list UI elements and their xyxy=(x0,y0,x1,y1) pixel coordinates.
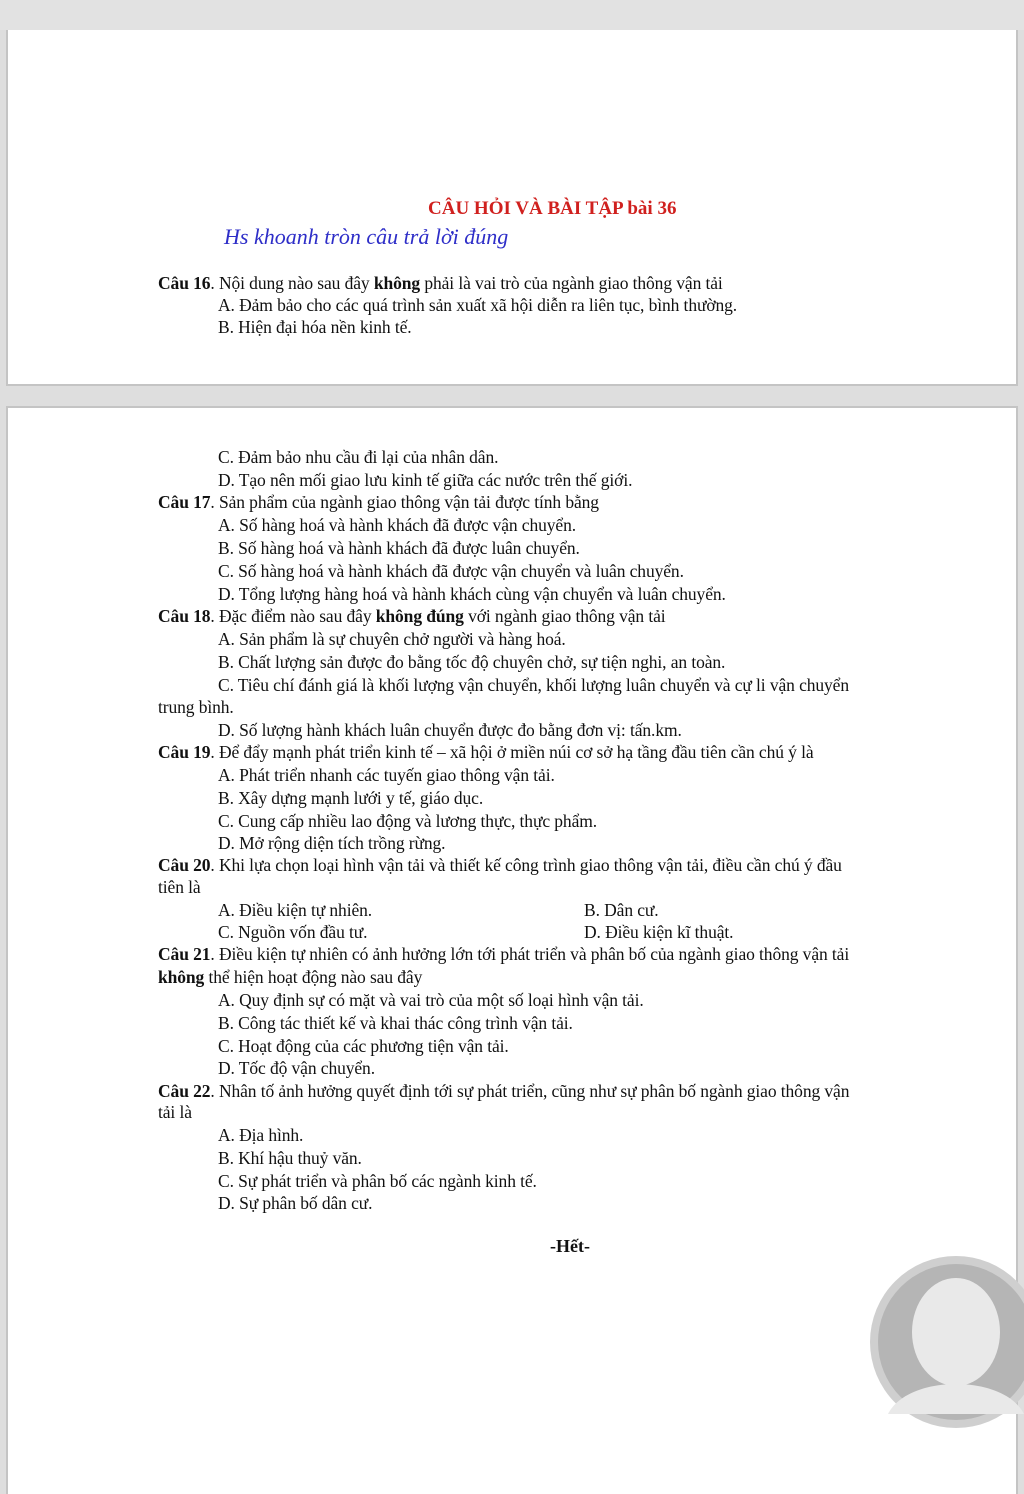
q18-option-c-continued: trung bình. xyxy=(158,697,234,717)
q20-option-b: B. Dân cư. xyxy=(584,900,659,920)
q22-option-d: D. Sự phân bố dân cư. xyxy=(218,1193,373,1213)
q19-option-c: C. Cung cấp nhiều lao động và lương thực, thực phẩm. xyxy=(218,811,598,831)
q20-option-a: A. Điều kiện tự nhiên. xyxy=(218,900,373,920)
q21-option-c: C. Hoạt động của các phương tiện vận tải. xyxy=(218,1036,509,1056)
user-avatar-icon xyxy=(868,1254,1024,1430)
q20-option-c: C. Nguồn vốn đầu tư. xyxy=(218,922,368,942)
end-marker: -Hết- xyxy=(550,1236,590,1256)
q18-option-b: B. Chất lượng sản được đo bằng tốc độ chuyên chở, sự tiện nghi, an toàn. xyxy=(218,652,726,672)
q22-option-a: A. Địa hình. xyxy=(218,1125,304,1145)
document-title: CÂU HỎI VÀ BÀI TẬP bài 36 xyxy=(428,198,677,219)
q18-option-c: C. Tiêu chí đánh giá là khối lượng vận chuyển, khối lượng luân chuyển và cự li vận chuyển xyxy=(218,675,850,695)
q17-option-b: B. Số hàng hoá và hành khách đã được luân chuyển. xyxy=(218,538,580,558)
q17-option-c: C. Số hàng hoá và hành khách đã được vận chuyển và luân chuyển. xyxy=(218,561,684,581)
q21-option-b: B. Công tác thiết kế và khai thác công trình vận tải. xyxy=(218,1013,573,1033)
q19-option-b: B. Xây dựng mạnh lưới y tế, giáo dục. xyxy=(218,788,484,808)
q16-option-c: C. Đảm bảo nhu cầu đi lại của nhân dân. xyxy=(218,447,499,467)
question-label: Câu 21 xyxy=(158,944,211,964)
avatar[interactable] xyxy=(868,1254,1024,1430)
instruction-text: Hs khoanh tròn câu trả lời đúng xyxy=(224,224,509,249)
q16-option-a: A. Đảm bảo cho các quá trình sản xuất xã hội diễn ra liên tục, bình thường. xyxy=(218,295,738,315)
question-16: Câu 16. Nội dung nào sau đây không phải là vai trò của ngành giao thông vận tải xyxy=(158,273,723,293)
q21-option-d: D. Tốc độ vận chuyển. xyxy=(218,1058,375,1078)
question-21-continued: không thể hiện hoạt động nào sau đây xyxy=(158,967,423,987)
q22-option-c: C. Sự phát triển và phân bố các ngành kinh tế. xyxy=(218,1171,537,1191)
q17-option-a: A. Số hàng hoá và hành khách đã được vận chuyển. xyxy=(218,515,577,535)
q20-option-d: D. Điều kiện kĩ thuật. xyxy=(584,922,734,942)
question-label: Câu 19 xyxy=(158,742,211,762)
question-20-continued: tiên là xyxy=(158,877,201,897)
q17-option-d: D. Tổng lượng hàng hoá và hành khách cùng vận chuyển và luân chuyển. xyxy=(218,584,726,604)
q18-option-d: D. Số lượng hành khách luân chuyển được đo bằng đơn vị: tấn.km. xyxy=(218,720,682,740)
q18-option-a: A. Sản phẩm là sự chuyên chở người và hàng hoá. xyxy=(218,629,566,649)
question-label: Câu 20 xyxy=(158,855,211,875)
question-label: Câu 17 xyxy=(158,492,211,512)
q19-option-d: D. Mở rộng diện tích trồng rừng. xyxy=(218,833,446,853)
question-21: Câu 21. Điều kiện tự nhiên có ảnh hưởng lớn tới phát triển và phân bố của ngành giao thông vận tải xyxy=(158,944,850,964)
question-label: Câu 22 xyxy=(158,1081,211,1101)
question-22-continued: tải là xyxy=(158,1102,192,1122)
q16-option-b: B. Hiện đại hóa nền kinh tế. xyxy=(218,317,412,337)
question-label: Câu 18 xyxy=(158,606,211,626)
question-label: Câu 16 xyxy=(158,273,211,293)
q19-option-a: A. Phát triển nhanh các tuyến giao thông vận tải. xyxy=(218,765,555,785)
question-17: Câu 17. Sản phẩm của ngành giao thông vận tải được tính bằng xyxy=(158,492,599,512)
question-19: Câu 19. Để đẩy mạnh phát triển kinh tế – xã hội ở miền núi cơ sở hạ tầng đầu tiên cần chú ý là xyxy=(158,742,814,762)
question-18: Câu 18. Đặc điểm nào sau đây không đúng với ngành giao thông vận tải xyxy=(158,606,666,626)
q16-option-d: D. Tạo nên mối giao lưu kinh tế giữa các nước trên thế giới. xyxy=(218,470,633,490)
question-20: Câu 20. Khi lựa chọn loại hình vận tải và thiết kế công trình giao thông vận tải, điều cần chú ý đầu xyxy=(158,855,842,875)
q22-option-b: B. Khí hậu thuỷ văn. xyxy=(218,1148,362,1168)
question-22: Câu 22. Nhân tố ảnh hưởng quyết định tới sự phát triển, cũng như sự phân bố ngành giao thông vận xyxy=(158,1081,850,1101)
viewer-top-bar xyxy=(0,0,1024,30)
q21-option-a: A. Quy định sự có mặt và vai trò của một số loại hình vận tải. xyxy=(218,990,644,1010)
